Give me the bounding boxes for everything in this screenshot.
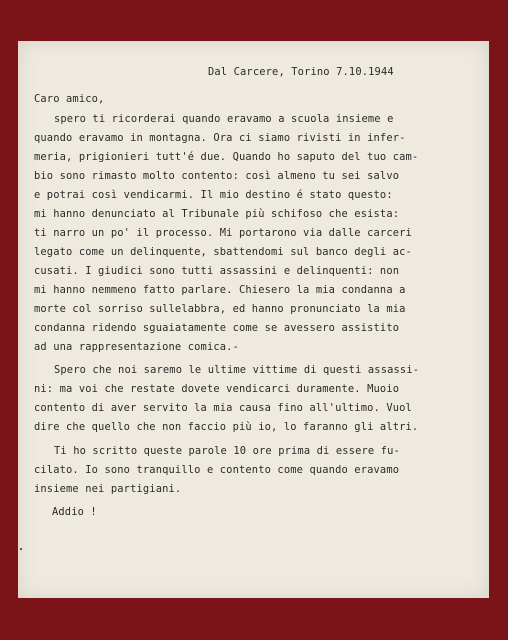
letter-line: legato come un delinquente, sbattendomi sul banco degli ac-	[34, 246, 412, 258]
letter-line: cusati. I giudici sono tutti assassini e delinquenti: non	[34, 265, 400, 277]
letter-line: dire che quello che non faccio più io, lo faranno gli altri.	[34, 421, 419, 433]
letter-line: cilato. Io sono tranquillo e contento come quando eravamo	[34, 464, 400, 476]
letter-line: meria, prigionieri tutt'é due. Quando ho saputo del tuo cam-	[34, 151, 419, 163]
closing: Addio !	[52, 506, 97, 518]
letter-line: insieme nei partigiani.	[34, 483, 182, 495]
letter-line: contento di aver servito la mia causa fino all'ultimo. Vuol	[34, 402, 412, 414]
letter-paper	[18, 41, 489, 598]
letter-body	[18, 41, 489, 598]
letter-line: bio sono rimasto molto contento: così almeno tu sei salvo	[34, 170, 400, 182]
letter-header: Dal Carcere, Torino 7.10.1944	[208, 66, 394, 78]
letter-line: mi hanno denunciato al Tribunale più schifoso che esista:	[34, 208, 400, 220]
letter-line: quando eravamo in montagna. Ora ci siamo rivisti in infer-	[34, 132, 406, 144]
letter-line: Spero che noi saremo le ultime vittime di questi assassi-	[54, 364, 420, 376]
ink-dot	[20, 548, 22, 550]
letter-line: spero ti ricorderai quando eravamo a scuola insieme e	[54, 113, 394, 125]
letter-line: mi hanno nemmeno fatto parlare. Chiesero la mia condanna a	[34, 284, 406, 296]
letter-line: Ti ho scritto queste parole 10 ore prima di essere fu-	[54, 445, 400, 457]
letter-line: e potrai così vendicarmi. Il mio destino é stato questo:	[34, 189, 393, 201]
letter-line: condanna ridendo sguaiatamente come se avessero assistito	[34, 322, 400, 334]
letter-line: morte col sorriso sullelabbra, ed hanno pronunciato la mia	[34, 303, 406, 315]
letter-line: ti narro un po' il processo. Mi portarono via dalle carceri	[34, 227, 412, 239]
salutation: Caro amico,	[34, 93, 105, 105]
letter-line: ni: ma voi che restate dovete vendicarci duramente. Muoio	[34, 383, 400, 395]
letter-line: ad una rappresentazione comica.-	[34, 341, 239, 353]
